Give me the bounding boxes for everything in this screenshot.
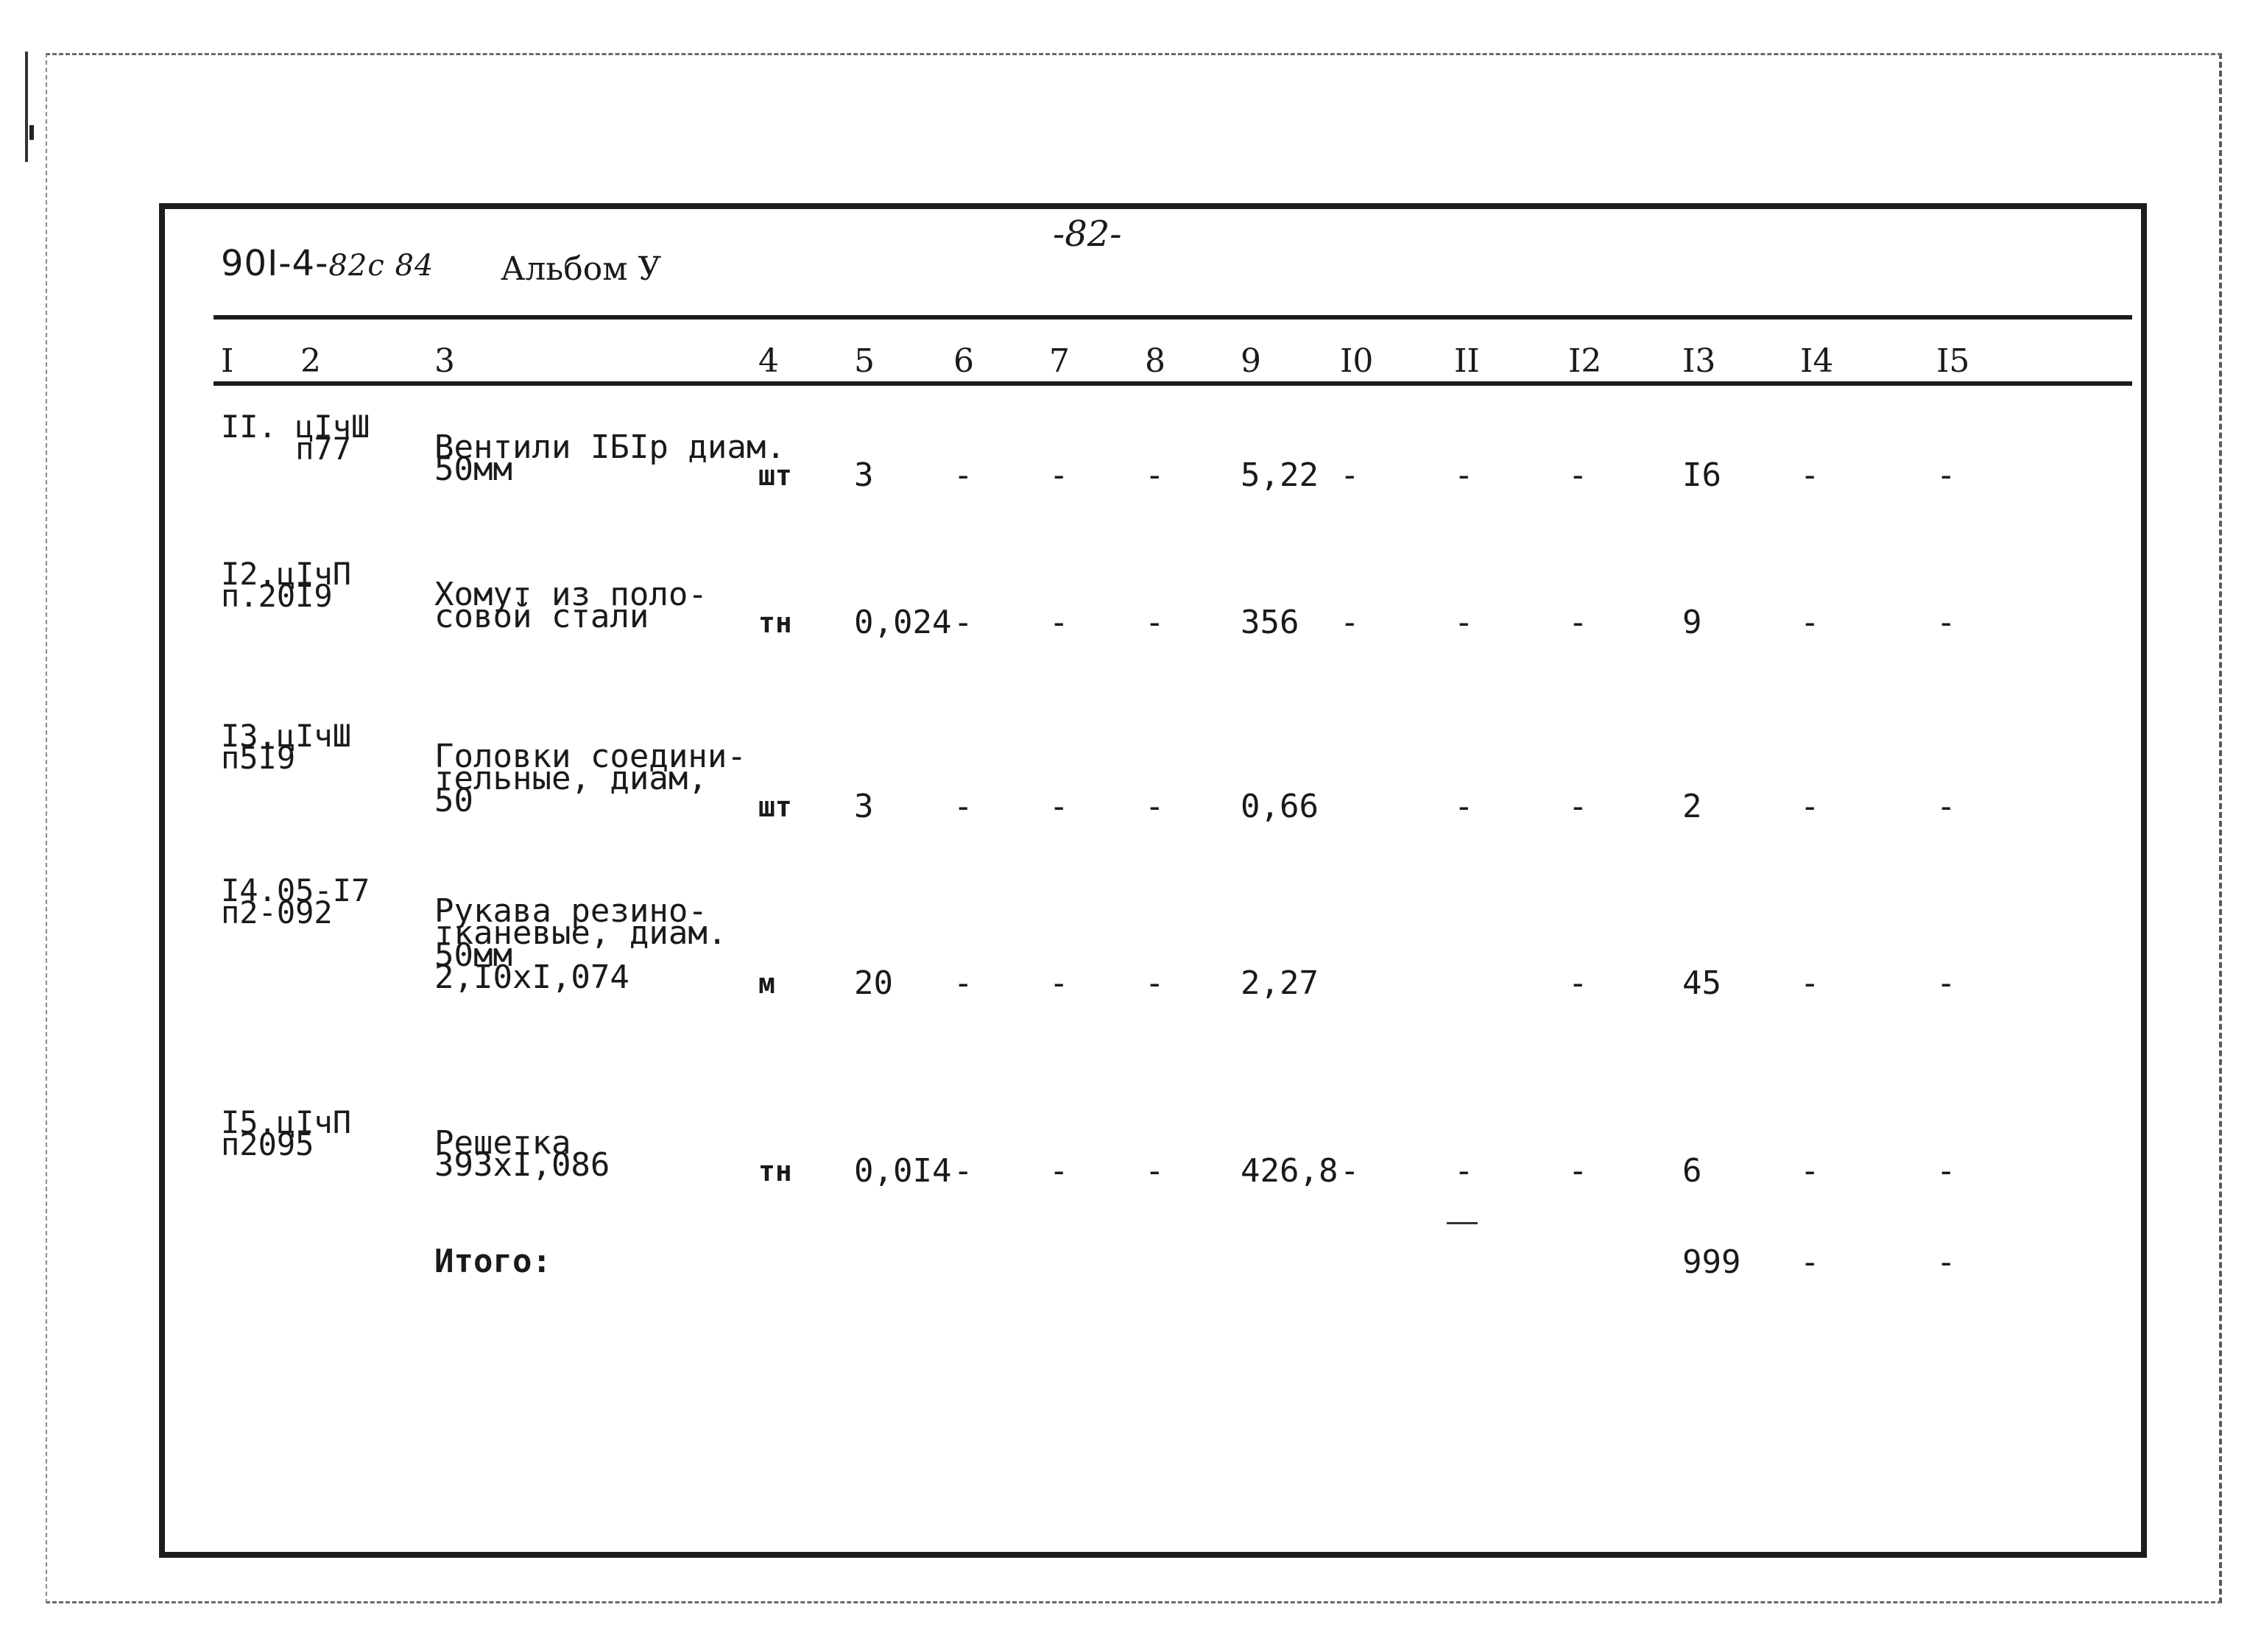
row-unit: тн (758, 1155, 792, 1187)
row-value-c9: 2,27 (1241, 964, 1319, 1002)
column-header: I (221, 342, 234, 380)
total-c14: - (1800, 1243, 1820, 1281)
row-value-c8: - (1145, 604, 1165, 641)
row-name: Головки соедини- тельные, диам, 50 (434, 738, 747, 819)
column-header: 2 (300, 342, 321, 380)
row-value-c9: 5,22 (1241, 456, 1319, 494)
row-value-c12: - (1568, 788, 1588, 825)
row-value-c13: 9 (1682, 604, 1702, 641)
row-unit: шт (758, 791, 792, 823)
row-value-c15: - (1936, 788, 1956, 825)
row-value-c13: I6 (1682, 456, 1721, 494)
row-code: I2.цIчП п.20I9 (221, 556, 352, 614)
row-name: Вентили IБIр диам. 50мм (434, 428, 786, 488)
row-value-c12: - (1568, 456, 1588, 494)
row-code: II. цIчШ п77 (221, 409, 370, 467)
row-value-c6: - (953, 604, 973, 641)
album-title: Альбом У (501, 250, 662, 288)
column-header: I5 (1936, 342, 1970, 380)
row-value-c9: 0,66 (1241, 788, 1319, 825)
row-value-c7: - (1049, 788, 1069, 825)
header-rule (214, 315, 2132, 320)
row-value-c9: 426,8 (1241, 1152, 1338, 1190)
row-value-c6: - (953, 788, 973, 825)
row-value-c14: - (1800, 456, 1820, 494)
column-header: I3 (1682, 342, 1716, 380)
row-unit: шт (758, 459, 792, 492)
row-value-c15: - (1936, 964, 1956, 1002)
row-value-c12: - (1568, 1152, 1588, 1190)
row-value-c5: 3 (854, 456, 874, 494)
column-header: I4 (1800, 342, 1834, 380)
page-number: -82- (1053, 213, 1122, 255)
row-unit: м (758, 967, 775, 1000)
row-name: Рукава резино- тканевые, диам. 50мм 2,I0xI,074 (434, 892, 727, 996)
document-code (221, 243, 434, 284)
row-value-c12: - (1568, 604, 1588, 641)
row-value-c14: - (1800, 964, 1820, 1002)
row-value-c9: 356 (1241, 604, 1299, 641)
row-value-c5: 0,0I4 (854, 1152, 952, 1190)
row-value-c8: - (1145, 456, 1165, 494)
row-value-c13: 6 (1682, 1152, 1702, 1190)
document-code-printed: 90I-4- (221, 243, 329, 284)
row-value-c6: - (953, 456, 973, 494)
row-value-c13: 45 (1682, 964, 1721, 1002)
row-value-c10: - (1340, 1152, 1360, 1190)
row-value-c14: - (1800, 788, 1820, 825)
binding-marks (25, 52, 34, 162)
row-value-c8: - (1145, 788, 1165, 825)
row-code: I5.цIчП п2095 (221, 1104, 352, 1162)
column-header: 7 (1049, 342, 1070, 380)
row-value-c7: - (1049, 604, 1069, 641)
row-value-c7: - (1049, 456, 1069, 494)
row-value-c10: - (1340, 604, 1360, 641)
total-c13: 999 (1682, 1243, 1741, 1281)
row-value-c6: - (953, 1152, 973, 1190)
row-value-c5: 0,024 (854, 604, 952, 641)
row-code: I3.цIчШ п5I9 (221, 718, 352, 776)
column-header: I2 (1568, 342, 1602, 380)
row-code: I4.05-I7 п2-092 (221, 872, 370, 931)
row-value-c7: - (1049, 964, 1069, 1002)
row-value-c11: - (1454, 1152, 1474, 1190)
row-value-c10: - (1340, 456, 1360, 494)
row-value-c11: - (1454, 788, 1474, 825)
column-header: 8 (1145, 342, 1165, 380)
column-header: 3 (434, 342, 455, 380)
column-header: 9 (1241, 342, 1261, 380)
row-value-c8: - (1145, 964, 1165, 1002)
row-value-c14: - (1800, 1152, 1820, 1190)
row-value-c11: - (1454, 456, 1474, 494)
row-value-c14: - (1800, 604, 1820, 641)
document-sheet-border (159, 203, 2147, 1558)
row-name: Хомут из поло- совой стали (434, 576, 708, 635)
row-value-c5: 20 (854, 964, 893, 1002)
row-value-c6: - (953, 964, 973, 1002)
column-header: I0 (1340, 342, 1374, 380)
row-value-c8: - (1145, 1152, 1165, 1190)
total-c15: - (1936, 1243, 1956, 1281)
document-code-handwritten: 82с 84 (328, 249, 434, 283)
row-value-c5: 3 (854, 788, 874, 825)
column-header: 5 (854, 342, 875, 380)
row-value-c13: 2 (1682, 788, 1702, 825)
column-header-rule (214, 381, 2132, 386)
column-header: 4 (758, 342, 779, 380)
column-header: 6 (953, 342, 974, 380)
row-unit: тн (758, 607, 792, 639)
row-value-c7: - (1049, 1152, 1069, 1190)
row-value-c12: - (1568, 964, 1588, 1002)
row-value-c11: - (1454, 604, 1474, 641)
row-name: Решетка 393xI,086 (434, 1124, 610, 1184)
row-value-c15: - (1936, 1152, 1956, 1190)
column-header: II (1454, 342, 1480, 380)
total-label: Итого: (434, 1243, 551, 1280)
total-underline-mark (1447, 1222, 1478, 1224)
row-value-c15: - (1936, 604, 1956, 641)
row-value-c15: - (1936, 456, 1956, 494)
